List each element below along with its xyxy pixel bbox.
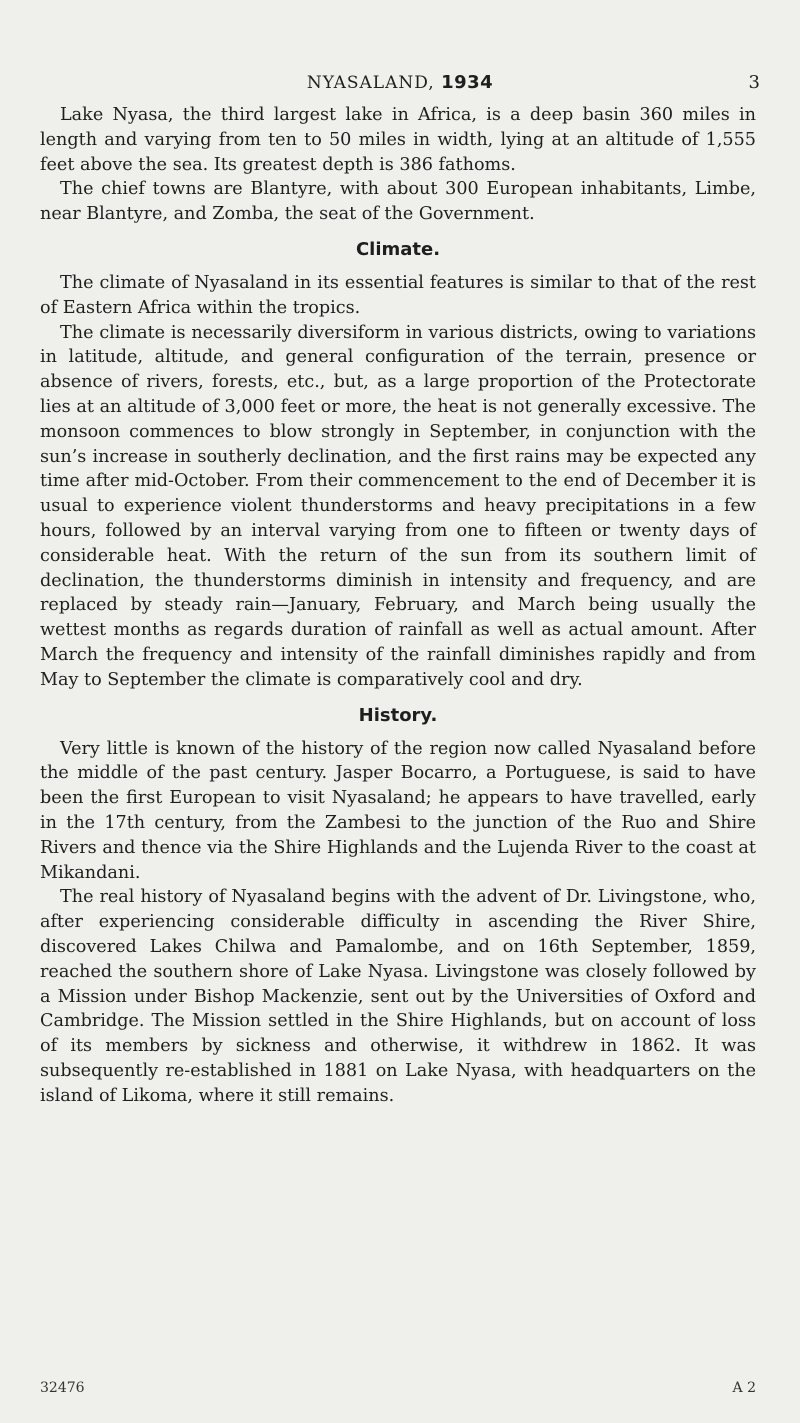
paragraph-history-2: The real history of Nyasaland begins with the advent of Dr. Livingstone, who, after experiencing considerable difficulty in ascending the River Shire, discovered Lakes Chilwa and Pamalombe, and on 16th September, 1859, reached the southern shore of Lake Nyasa. Livingstone was closely followed by a Mission under Bishop Mackenzie, sent out by the Universities of Oxford and Cambridge. The Mission settled in the Shire Highlands, but on account of loss of its members by sickness and otherwise, it withdrew in 1862. It was subsequently re-established in 1881 on Lake Nyasa, with headquarters on the island of Likoma, where it still remains. bbox=[40, 887, 756, 1106]
printer-signature: 32476 bbox=[40, 1380, 85, 1396]
running-title-text: NYASALAND, bbox=[306, 73, 435, 93]
section-heading-history: History. bbox=[358, 704, 438, 726]
paragraph-climate-2: The climate is necessarily diversiform in various districts, owing to variations in latitude, altitude, and general configuration of the terrain, presence or absence of rivers, forests, etc., but, as a large proportion of the Protectorate lies at an altitude of 3,000 feet or more, the heat is not generally excessive. The monsoon commences to blow strongly in September, in conjunction with the sun’s increase in southerly declination, and the first rains may be expected any time after mid-October. From their commencement to the end of December it is usual to experience violent thunderstorms and heavy precipitations in a few hours, followed by an interval varying from one to fifteen or twenty days of considerable heat. With the return of the sun from its southern limit of declination, the thunderstorms diminish in intensity and frequency, and are replaced by steady rain—January, February, and March being usually the wettest months as regards duration of rainfall as well as actual amount. After March the frequency and intensity of the rainfall diminishes rapidly and from May to September the climate is comparatively cool and dry. bbox=[40, 322, 756, 690]
paragraph-chief-towns: The chief towns are Blantyre, with about 300 European inhabitants, Limbe, near Blantyre, and Zomba, the seat of the Government. bbox=[40, 179, 756, 225]
section-heading-climate: Climate. bbox=[355, 238, 441, 260]
paragraph-climate-1: The climate of Nyasaland in its essential features is similar to that of the rest of Eastern Africa within the tropics. bbox=[40, 272, 756, 318]
body-text bbox=[40, 103, 756, 1108]
running-title-year: 1934 bbox=[441, 72, 494, 93]
running-title bbox=[40, 72, 760, 93]
running-head bbox=[40, 72, 760, 100]
page-number: 3 bbox=[748, 72, 760, 93]
section-history bbox=[40, 705, 756, 1109]
page-footer bbox=[40, 1380, 756, 1400]
signature-mark: A 2 bbox=[732, 1380, 756, 1396]
section-climate bbox=[40, 239, 756, 693]
paragraph-lake-nyasa: Lake Nyasa, the third largest lake in Africa, is a deep basin 360 miles in length and varying from ten to 50 miles in width, lying at an altitude of 1,555 feet above the sea. Its greatest depth is 386 fathoms. bbox=[40, 105, 756, 175]
paragraph-history-1: Very little is known of the history of the region now called Nyasaland before the middle of the past century. Jasper Bocarro, a Portuguese, is said to have been the first European to visit Nyasaland; he appears to have travelled, early in the 17th century, from the Zambesi to the junction of the Ruo and Shire Rivers and thence via the Shire Highlands and the Lujenda River to the coast at Mikandani. bbox=[40, 738, 756, 883]
